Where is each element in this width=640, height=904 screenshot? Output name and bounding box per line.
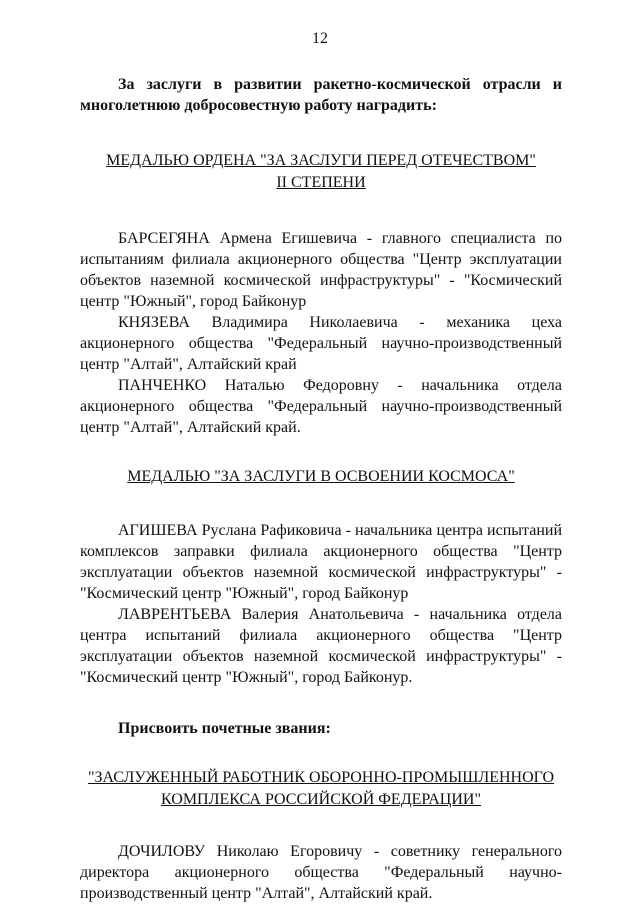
- heading-line: II СТЕПЕНИ: [276, 174, 366, 191]
- document-body: [80, 74, 562, 904]
- awardee-entry: ПАНЧЕНКО Наталью Федоровну - начальника отдела акционерного общества "Федеральный научно-производственный центр "Алтай", Алтайский край.: [80, 377, 562, 436]
- heading-line: "ЗАСЛУЖЕННЫЙ РАБОТНИК ОБОРОННО-ПРОМЫШЛЕННОГО: [87, 769, 555, 786]
- title-heading-defense-industry: [80, 767, 562, 811]
- honorary-titles-subtitle: Присвоить почетные звания:: [118, 720, 331, 737]
- awardee-entry: КНЯЗЕВА Владимира Николаевича - механика цеха акционерного общества "Федеральный научно-производственный центр "Алтай", Алтайский край: [80, 314, 562, 373]
- medal-heading-space: [80, 466, 562, 488]
- heading-line: МЕДАЛЬЮ "ЗА ЗАСЛУГИ В ОСВОЕНИИ КОСМОСА": [127, 468, 515, 485]
- heading-line: КОМПЛЕКСА РОССИЙСКОЙ ФЕДЕРАЦИИ": [161, 791, 481, 808]
- award-intro: За заслуги в развитии ракетно-космической отрасли и многолетнюю добросовестную работу наградить:: [80, 76, 562, 114]
- page-number: 12: [312, 30, 328, 47]
- awardee-entry: ЛАВРЕНТЬЕВА Валерия Анатольевича - начальника отдела центра испытаний филиала акционерного общества "Центр эксплуатации объектов наземной космической инфраструктуры" - "Космический центр "Южный", город Байконур.: [80, 606, 562, 686]
- heading-line: МЕДАЛЬЮ ОРДЕНА "ЗА ЗАСЛУГИ ПЕРЕД ОТЕЧЕСТВОМ": [106, 152, 536, 169]
- medal-heading-fatherland: [80, 150, 562, 194]
- awardee-entry: ДОЧИЛОВУ Николаю Егоровичу - советнику генерального директора акционерного общества "Федеральный научно-производственный центр "Алтай", Алтайский край.: [80, 843, 562, 902]
- awardee-entry: БАРСЕГЯНА Армена Егишевича - главного специалиста по испытаниям филиала акционерного общества "Центр эксплуатации объектов наземной космической инфраструктуры" - "Космический центр "Южный", город Байконур: [80, 230, 562, 310]
- awardee-entry: АГИШЕВА Руслана Рафиковича - начальника центра испытаний комплексов заправки филиала акционерного общества "Центр эксплуатации объектов наземной космической инфраструктуры" - "Космический центр "Южный", город Байконур: [80, 522, 562, 602]
